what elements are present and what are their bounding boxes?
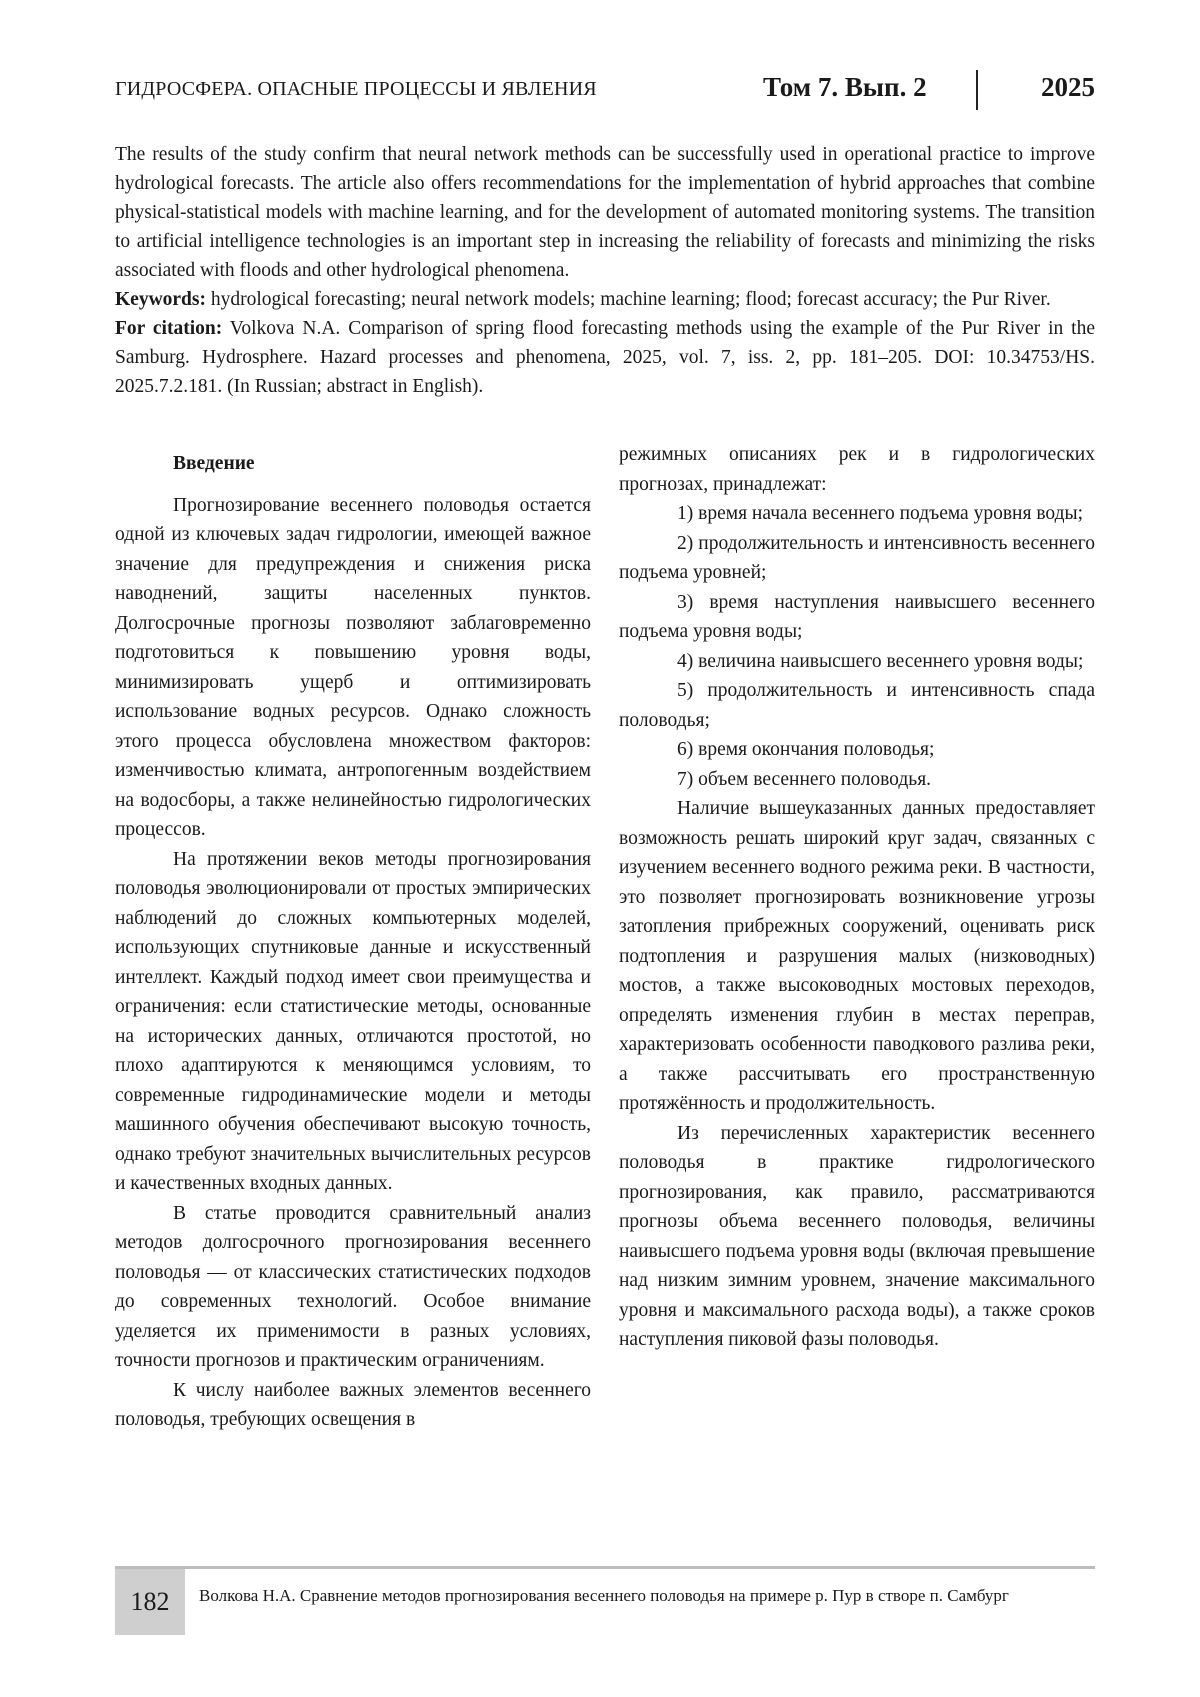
footer-reference: Волкова Н.А. Сравнение методов прогнозирования весеннего половодья на примере р. Пур в створе п. Самбург xyxy=(199,1586,1009,1605)
citation-label: For citation: xyxy=(115,318,223,339)
keywords-label: Keywords: xyxy=(115,289,206,310)
keywords-text: hydrological forecasting; neural network models; machine learning; flood; forecast accuracy; the Pur River. xyxy=(206,289,1051,310)
citation-text: Volkova N.A. Comparison of spring flood forecasting methods using the example of the Pur River in the Samburg. Hydrosphere. Hazard processes and phenomena, 2025, vol. 7, iss. 2, pp. 181–205. DOI: 10.34753/HS. 2025.7.2.181. (In Russian; abstract in English). xyxy=(115,318,1095,397)
list-item: 7) объем весеннего половодья. xyxy=(677,768,932,790)
keywords-line xyxy=(115,285,1095,314)
paragraph: Прогнозирование весеннего половодья остается одной из ключевых задач гидрологии, имеющей важное значение для предупреждения и снижения риска наводнений, защиты населенных пунктов. Долгосрочные прогнозы позволяют заблаговременно подготовиться к повышению уровня воды, минимизировать ущерб и оптимизировать использование водных ресурсов. Однако сложность этого процесса обусловлена множеством факторов: изменчивостью климата, антропогенным воздействием на водосборы, а также нелинейностью гидрологических процессов. xyxy=(115,494,591,840)
issue-number: Том 7. Вып. 2 xyxy=(763,72,927,102)
list-item: 3) время наступления наивысшего весеннего подъема уровня воды; xyxy=(619,591,1095,642)
paragraph: Из перечисленных характеристик весеннего половодья в практике гидрологического прогнозирования, как правило, рассматриваются прогнозы объема весеннего половодья, величины наивысшего подъема уровня воды (включая превышение над низким зимним уровнем, значение максимального уровня и максимального расхода воды), а также сроков наступления пиковой фазы половодья. xyxy=(619,1122,1095,1350)
list-item: 1) время начала весеннего подъема уровня воды; xyxy=(677,503,1084,524)
list-item: 4) величина наивысшего весеннего уровня воды; xyxy=(677,650,1084,672)
footer-rule xyxy=(115,1566,1095,1569)
list-item: 5) продолжительность и интенсивность спада половодья; xyxy=(619,680,1095,731)
abstract-block xyxy=(115,140,1095,401)
paragraph: В статье проводится сравнительный анализ методов долгосрочного прогнозирования весеннего половодья — от классических статистических подходов до современных технологий. Особое внимание уделяется их применимости в разных условиях, точности прогнозов и практическим ограничениям. xyxy=(115,1202,591,1371)
paragraph: Наличие вышеуказанных данных предоставляет возможность решать широкий круг задач, связанных с изучением весеннего водного режима реки. В частности, это позволяет прогнозировать возникновение угрозы затопления прибрежных сооружений, оценивать риск подтопления и разрушения малых (низководных) мостов, а также высоководных мостовых переходов, определять изменения глубин в местах переправ, характеризовать особенности паводкового разлива реки, а также рассчитывать его пространственную протяжённость и продолжительность. xyxy=(619,798,1095,1114)
page-number: 182 xyxy=(130,1587,170,1616)
paragraph: На протяжении веков методы прогнозирования половодья эволюционировали от простых эмпирических наблюдений до сложных компьютерных моделей, использующих спутниковые данные и искусственный интеллект. Каждый подход имеет свои преимущества и ограничения: если статистические методы, основанные на исторических данных, отличаются простотой, но плохо адаптируются к меняющимся условиям, то современные гидродинамические модели и методы машинного обучения обеспечивают высокую точность, однако требуют значительных вычислительных ресурсов и качественных входных данных. xyxy=(115,848,591,1194)
paragraph: К числу наиболее важных элементов весеннего половодья, требующих освещения в xyxy=(115,1379,591,1430)
right-column xyxy=(619,440,1095,1355)
left-column xyxy=(115,449,591,1435)
section-heading-introduction: Введение xyxy=(173,453,255,474)
header-divider xyxy=(976,70,978,110)
citation-line xyxy=(115,314,1095,401)
abstract-summary: The results of the study confirm that neural network methods can be successfully used in operational practice to improve hydrological forecasts. The article also offers recommendations for the implementation of hybrid approaches that combine physical-statistical models with machine learning, and for the development of automated monitoring systems. The transition to artificial intelligence technologies is an important step in increasing the reliability of forecasts and minimizing the risks associated with floods and other hydrological phenomena. xyxy=(115,144,1095,281)
list-item: 6) время окончания половодья; xyxy=(677,739,935,760)
paragraph-continued: режимных описаниях рек и в гидрологических прогнозах, принадлежат: xyxy=(619,444,1095,495)
page-header xyxy=(115,66,1095,116)
page-number-box xyxy=(115,1569,185,1635)
journal-title: ГИДРОСФЕРА. ОПАСНЫЕ ПРОЦЕССЫ И ЯВЛЕНИЯ xyxy=(115,78,597,100)
issue-year: 2025 xyxy=(1041,72,1095,102)
list-item: 2) продолжительность и интенсивность весеннего подъема уровней; xyxy=(619,532,1095,583)
